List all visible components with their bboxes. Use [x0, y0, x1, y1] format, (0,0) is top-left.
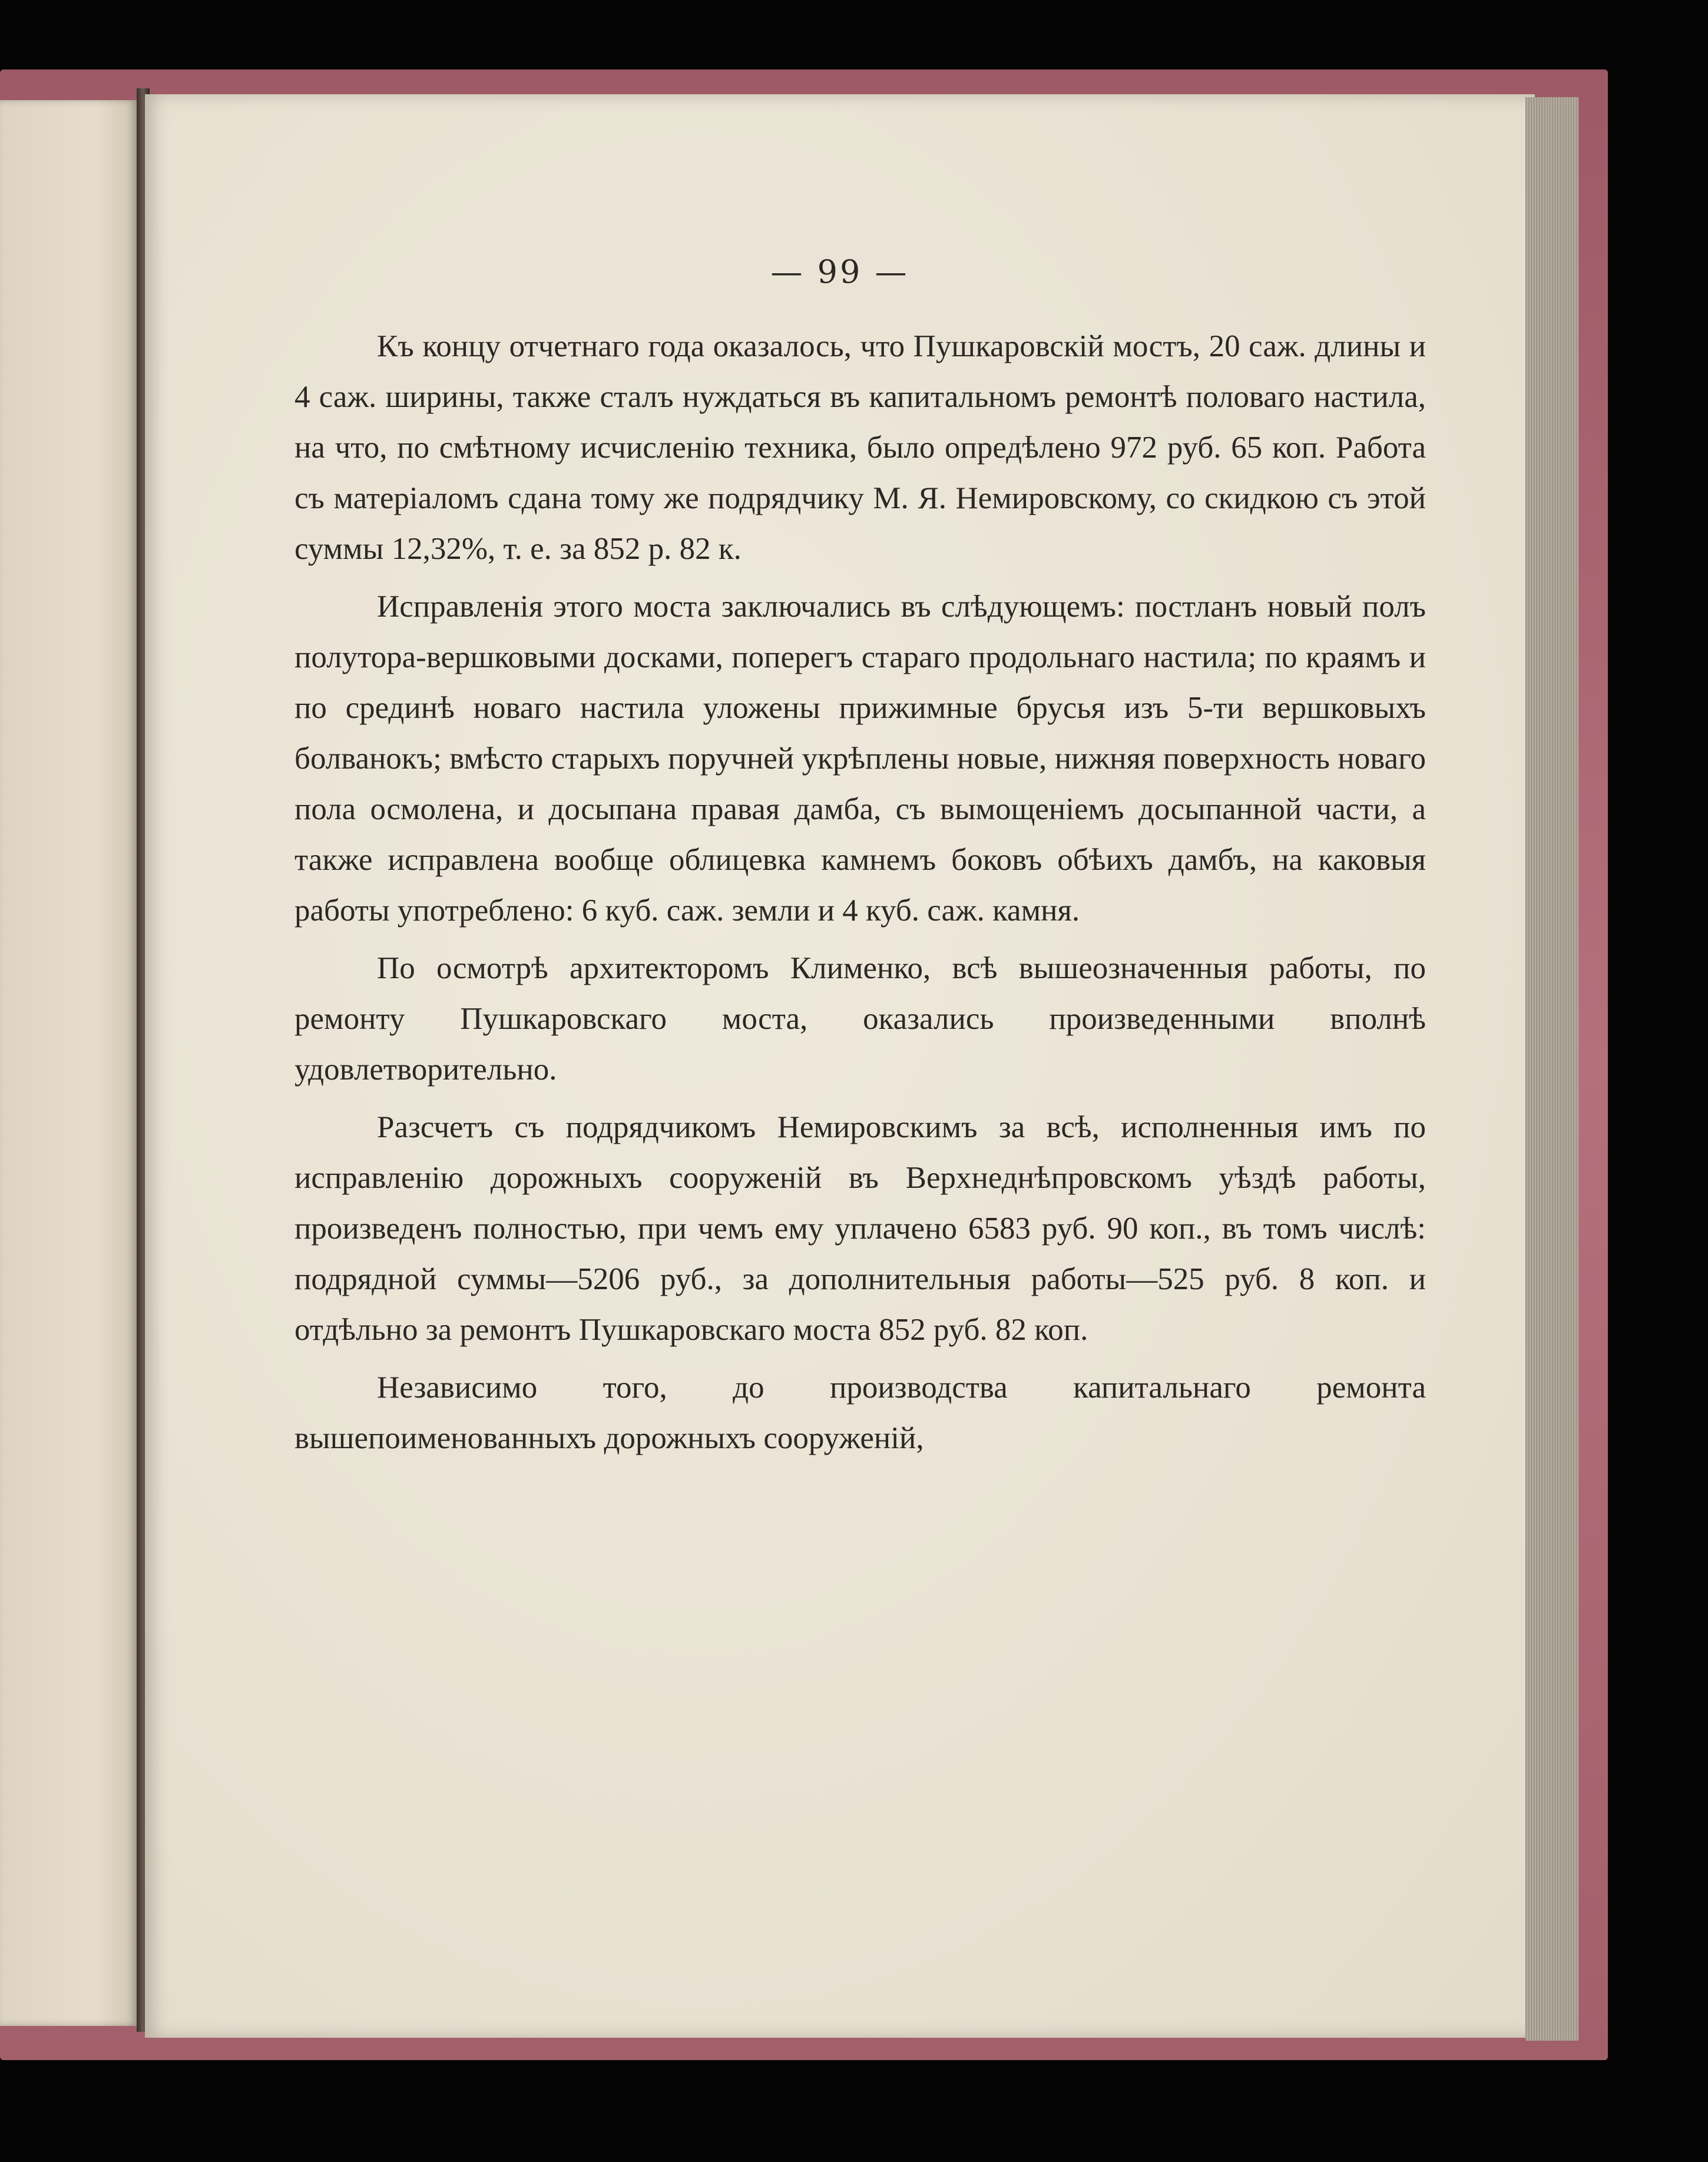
body-text	[294, 321, 1426, 1464]
right-page	[145, 94, 1535, 2038]
paragraph-5: Независимо того, до производства капитальнаго ремонта вышепоименованныхъ дорожныхъ сооруженій,	[294, 1370, 1426, 1455]
page-number: — 99 —	[770, 253, 909, 290]
paragraph-2: Исправленія этого моста заключались въ слѣдующемъ: постланъ новый полъ полутора-вершковыми досками, поперегъ стараго продольнаго настила; по краямъ и по срединѣ новаго настила уложены прижимные брусья изъ 5-ти вершковыхъ болванокъ; вмѣсто старыхъ поручней укрѣплены новые, нижняя поверхность новаго пола осмолена, и досыпана правая дамба, съ вымощеніемъ досыпанной части, а также исправлена вообще облицевка камнемъ боковъ обѣихъ дамбъ, на каковыя работы употреблено: 6 куб. саж. земли и 4 куб. саж. камня.	[294, 590, 1426, 928]
left-page-edge	[0, 100, 137, 2026]
paragraph-4: Разсчетъ съ подрядчикомъ Немировскимъ за всѣ, исполненныя имъ по исправленію дорожныхъ сооруженій въ Верхнеднѣпровскомъ уѣздѣ работы, произведенъ полностью, при чемъ ему уплачено 6583 руб. 90 коп., въ томъ числѣ: подрядной суммы—5206 руб., за дополнительныя работы—525 руб. 8 коп. и отдѣльно за ремонтъ Пушкаровскаго моста 852 руб. 82 коп.	[294, 1110, 1426, 1347]
paragraph-1: Къ концу отчетнаго года оказалось, что Пушкаровскій мостъ, 20 саж. длины и 4 саж. ширины, также сталъ нуждаться въ капитальномъ ремонтѣ половаго настила, на что, по смѣтному исчисленію техника, было опредѣлено 972 руб. 65 коп. Работа съ матеріаломъ сдана тому же подрядчику М. Я. Немировскому, со скидкою съ этой суммы 12,32%, т. е. за 852 р. 82 к.	[294, 329, 1426, 566]
page-stack-edge	[1525, 97, 1578, 2041]
paragraph-3: По осмотрѣ архитекторомъ Клименко, всѣ вышеозначенныя работы, по ремонту Пушкаровскаго моста, оказались произведенными вполнѣ удовлетворительно.	[294, 951, 1426, 1087]
